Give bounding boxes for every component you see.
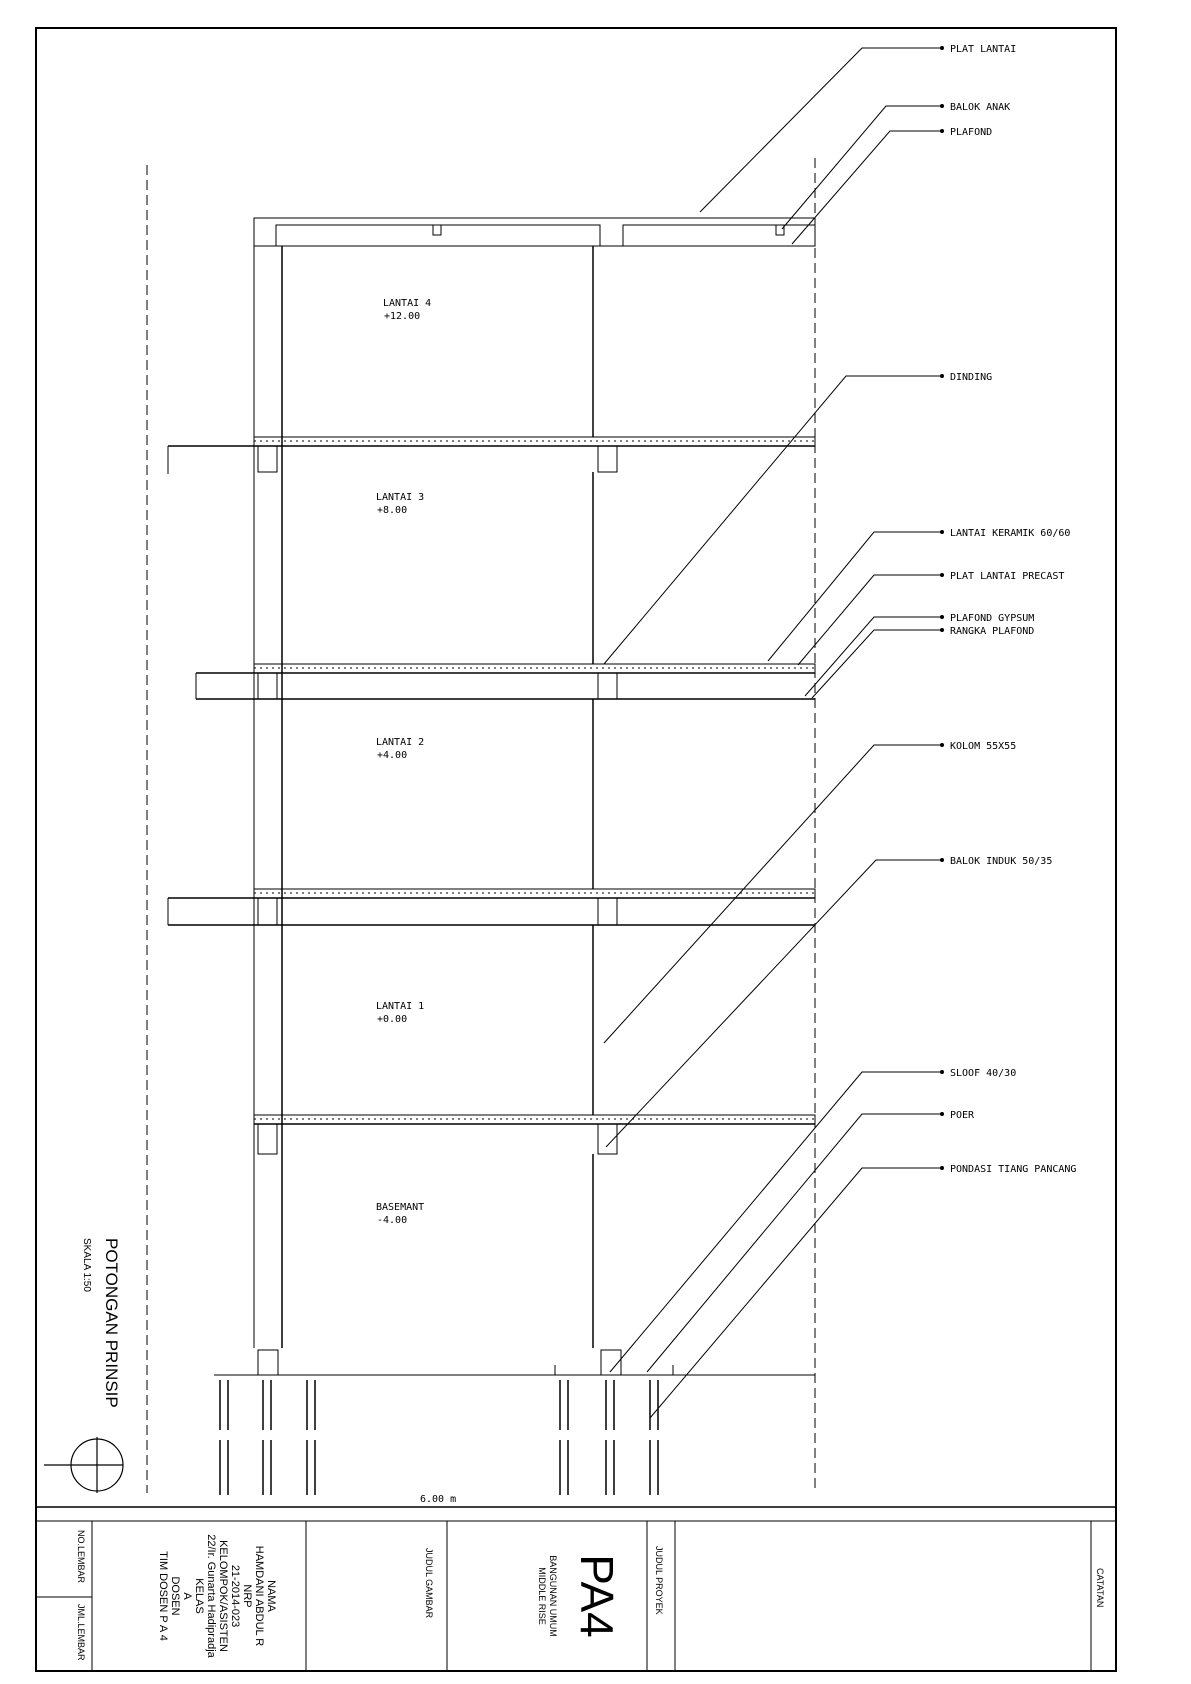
title-block xyxy=(36,1521,1105,1671)
callout-label: PLAFOND GYPSUM xyxy=(950,613,1035,624)
balok-anak-2 xyxy=(776,225,784,235)
dimension-label: 6.00 m xyxy=(420,1494,457,1505)
floor-name: LANTAI 4 xyxy=(383,298,432,309)
sheet-border xyxy=(36,28,1116,1671)
drawing-title xyxy=(81,1238,121,1408)
roof-slab xyxy=(254,218,815,246)
project-subtitle: MIDDLE RISE xyxy=(537,1567,547,1625)
callout-label: PLAT LANTAI xyxy=(950,44,1017,55)
callout-dots xyxy=(940,46,944,1170)
info-line: HAMDANI ABDUL R xyxy=(253,1545,265,1647)
judul-gambar-label: JUDUL GAMBAR xyxy=(424,1548,434,1619)
info-line: 22/Ir. Gunarta Hadipradja xyxy=(205,1534,217,1658)
info-line: NAMA xyxy=(265,1580,277,1612)
project-code: PA4 xyxy=(571,1554,623,1638)
info-line: NRP xyxy=(241,1584,253,1608)
foundation xyxy=(214,1350,815,1495)
callout-label: KOLOM 55X55 xyxy=(950,741,1017,752)
info-line: 21-2014-023 xyxy=(229,1564,241,1628)
floor-slabs xyxy=(168,437,815,1124)
floor-name: BASEMANT xyxy=(376,1202,425,1213)
callout-label: PONDASI TIANG PANCANG xyxy=(950,1164,1077,1175)
poer-left xyxy=(258,1350,278,1375)
info-line: KELAS xyxy=(193,1578,205,1614)
judul-proyek-label: JUDUL PROYEK xyxy=(654,1546,664,1615)
drawing-scale: SKALA 1:50 xyxy=(81,1238,92,1292)
no-lembar-label: NO.LEMBAR xyxy=(76,1530,86,1584)
floor-name: LANTAI 3 xyxy=(376,492,425,503)
callout-label: SLOOF 40/30 xyxy=(950,1068,1017,1079)
callout-label: PLAT LANTAI PRECAST xyxy=(950,571,1065,582)
floor-name: LANTAI 1 xyxy=(376,1001,425,1012)
callout-labels xyxy=(950,44,1076,1175)
drawing-title-text: POTONGAN PRINSIP xyxy=(102,1238,121,1408)
section-symbol xyxy=(44,1437,123,1493)
columns xyxy=(254,246,593,1348)
project-subtitle: BANGUNAN UMUM xyxy=(548,1555,558,1637)
floor-elevation: +12.00 xyxy=(384,311,421,322)
floor-elevation: +8.00 xyxy=(377,505,408,516)
callout-label: RANGKA PLAFOND xyxy=(950,626,1035,637)
callout-label: POER xyxy=(950,1110,975,1121)
callout-label: BALOK ANAK xyxy=(950,102,1011,113)
info-line: KELOMPOK/ASISTEN xyxy=(217,1540,229,1652)
callout-label: LANTAI KERAMIK 60/60 xyxy=(950,528,1071,539)
floor-elevation: -4.00 xyxy=(377,1215,408,1226)
balok-anak-1 xyxy=(433,225,441,235)
info-line: DOSEN xyxy=(169,1576,181,1616)
beams xyxy=(258,446,617,1154)
callout-leaders xyxy=(604,48,942,1418)
callout-label: PLAFOND xyxy=(950,127,993,138)
callout-label: DINDING xyxy=(950,372,993,383)
callout-label: BALOK INDUK 50/35 xyxy=(950,856,1053,867)
info-line: TIM DOSEN P A 4 xyxy=(157,1551,169,1641)
info-line: A xyxy=(181,1592,193,1600)
floor-name: LANTAI 2 xyxy=(376,737,425,748)
floor-elevation: +4.00 xyxy=(377,750,408,761)
jml-lembar-label: JML.LEMBAR xyxy=(76,1604,86,1661)
catatan-label: CATATAN xyxy=(1095,1568,1105,1608)
floor-elevation: +0.00 xyxy=(377,1014,408,1025)
